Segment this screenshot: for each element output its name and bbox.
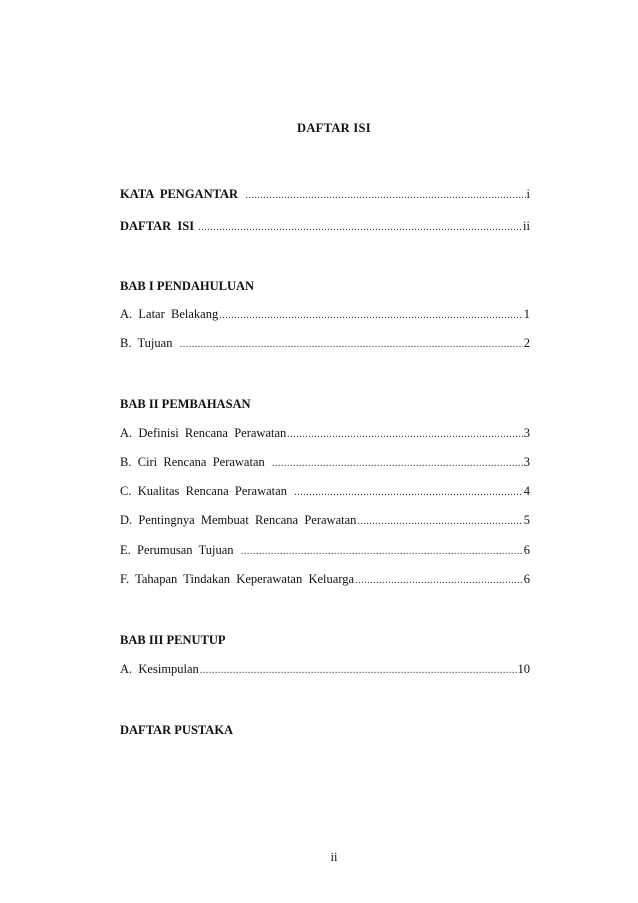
toc-entry-page: 1 bbox=[523, 307, 530, 321]
toc-entry-label: B. Ciri Rencana Perawatan bbox=[120, 455, 271, 469]
leader-dots bbox=[245, 188, 525, 204]
toc-entry-label: A. Latar Belakang bbox=[120, 307, 219, 321]
toc-entry-page: 3 bbox=[523, 455, 530, 469]
toc-entry-page: i bbox=[526, 187, 530, 201]
toc-entry-tujuan bbox=[120, 335, 530, 351]
toc-entry-kata-pengantar bbox=[120, 186, 530, 202]
toc-entry-page: 4 bbox=[523, 484, 530, 498]
leader-dots bbox=[219, 308, 523, 324]
toc-entry-label: DAFTAR ISI bbox=[120, 219, 198, 233]
toc-entry-label: C. Kualitas Rencana Perawatan bbox=[120, 484, 294, 498]
leader-dots bbox=[357, 514, 522, 530]
toc-entry-page: ii bbox=[523, 219, 530, 233]
page-number: ii bbox=[330, 850, 338, 864]
toc-entry-definisi bbox=[120, 425, 530, 441]
toc-entry-label: A. Definisi Rencana Perawatan bbox=[120, 426, 287, 440]
toc-entry-label: A. Kesimpulan bbox=[120, 662, 199, 676]
toc-entry-tahapan bbox=[120, 571, 530, 587]
leader-dots bbox=[272, 456, 523, 472]
leader-dots bbox=[241, 544, 523, 560]
toc-entry-kesimpulan bbox=[120, 661, 530, 677]
leader-dots bbox=[200, 663, 517, 679]
toc-entry-page: 6 bbox=[523, 543, 530, 557]
section-heading-bab2: BAB II PEMBAHASAN bbox=[120, 397, 251, 411]
leader-dots bbox=[180, 337, 523, 353]
toc-entry-daftar-isi bbox=[120, 218, 530, 234]
section-heading-bab3: BAB III PENUTUP bbox=[120, 633, 226, 647]
section-heading-daftar-pustaka: DAFTAR PUSTAKA bbox=[120, 723, 234, 737]
page-title: DAFTAR ISI bbox=[297, 121, 371, 135]
toc-entry-label: B. Tujuan bbox=[120, 336, 179, 350]
leader-dots bbox=[198, 220, 522, 236]
section-heading-bab1: BAB I PENDAHULUAN bbox=[120, 279, 255, 293]
toc-entry-page: 6 bbox=[523, 572, 530, 586]
toc-entry-kualitas bbox=[120, 483, 530, 499]
toc-entry-latar-belakang bbox=[120, 306, 530, 322]
leader-dots bbox=[287, 427, 522, 443]
leader-dots bbox=[294, 485, 523, 501]
toc-entry-ciri bbox=[120, 454, 530, 470]
toc-entry-page: 3 bbox=[523, 426, 530, 440]
toc-entry-pentingnya bbox=[120, 512, 530, 528]
toc-entry-page: 2 bbox=[523, 336, 530, 350]
toc-entry-page: 10 bbox=[517, 662, 530, 676]
toc-entry-label: D. Pentingnya Membuat Rencana Perawatan bbox=[120, 513, 357, 527]
toc-entry-label: F. Tahapan Tindakan Keperawatan Keluarga bbox=[120, 572, 355, 586]
toc-entry-label: E. Perumusan Tujuan bbox=[120, 543, 240, 557]
leader-dots bbox=[355, 573, 523, 589]
toc-entry-perumusan bbox=[120, 542, 530, 558]
toc-entry-label: KATA PENGANTAR bbox=[120, 187, 245, 201]
toc-entry-page: 5 bbox=[523, 513, 530, 527]
